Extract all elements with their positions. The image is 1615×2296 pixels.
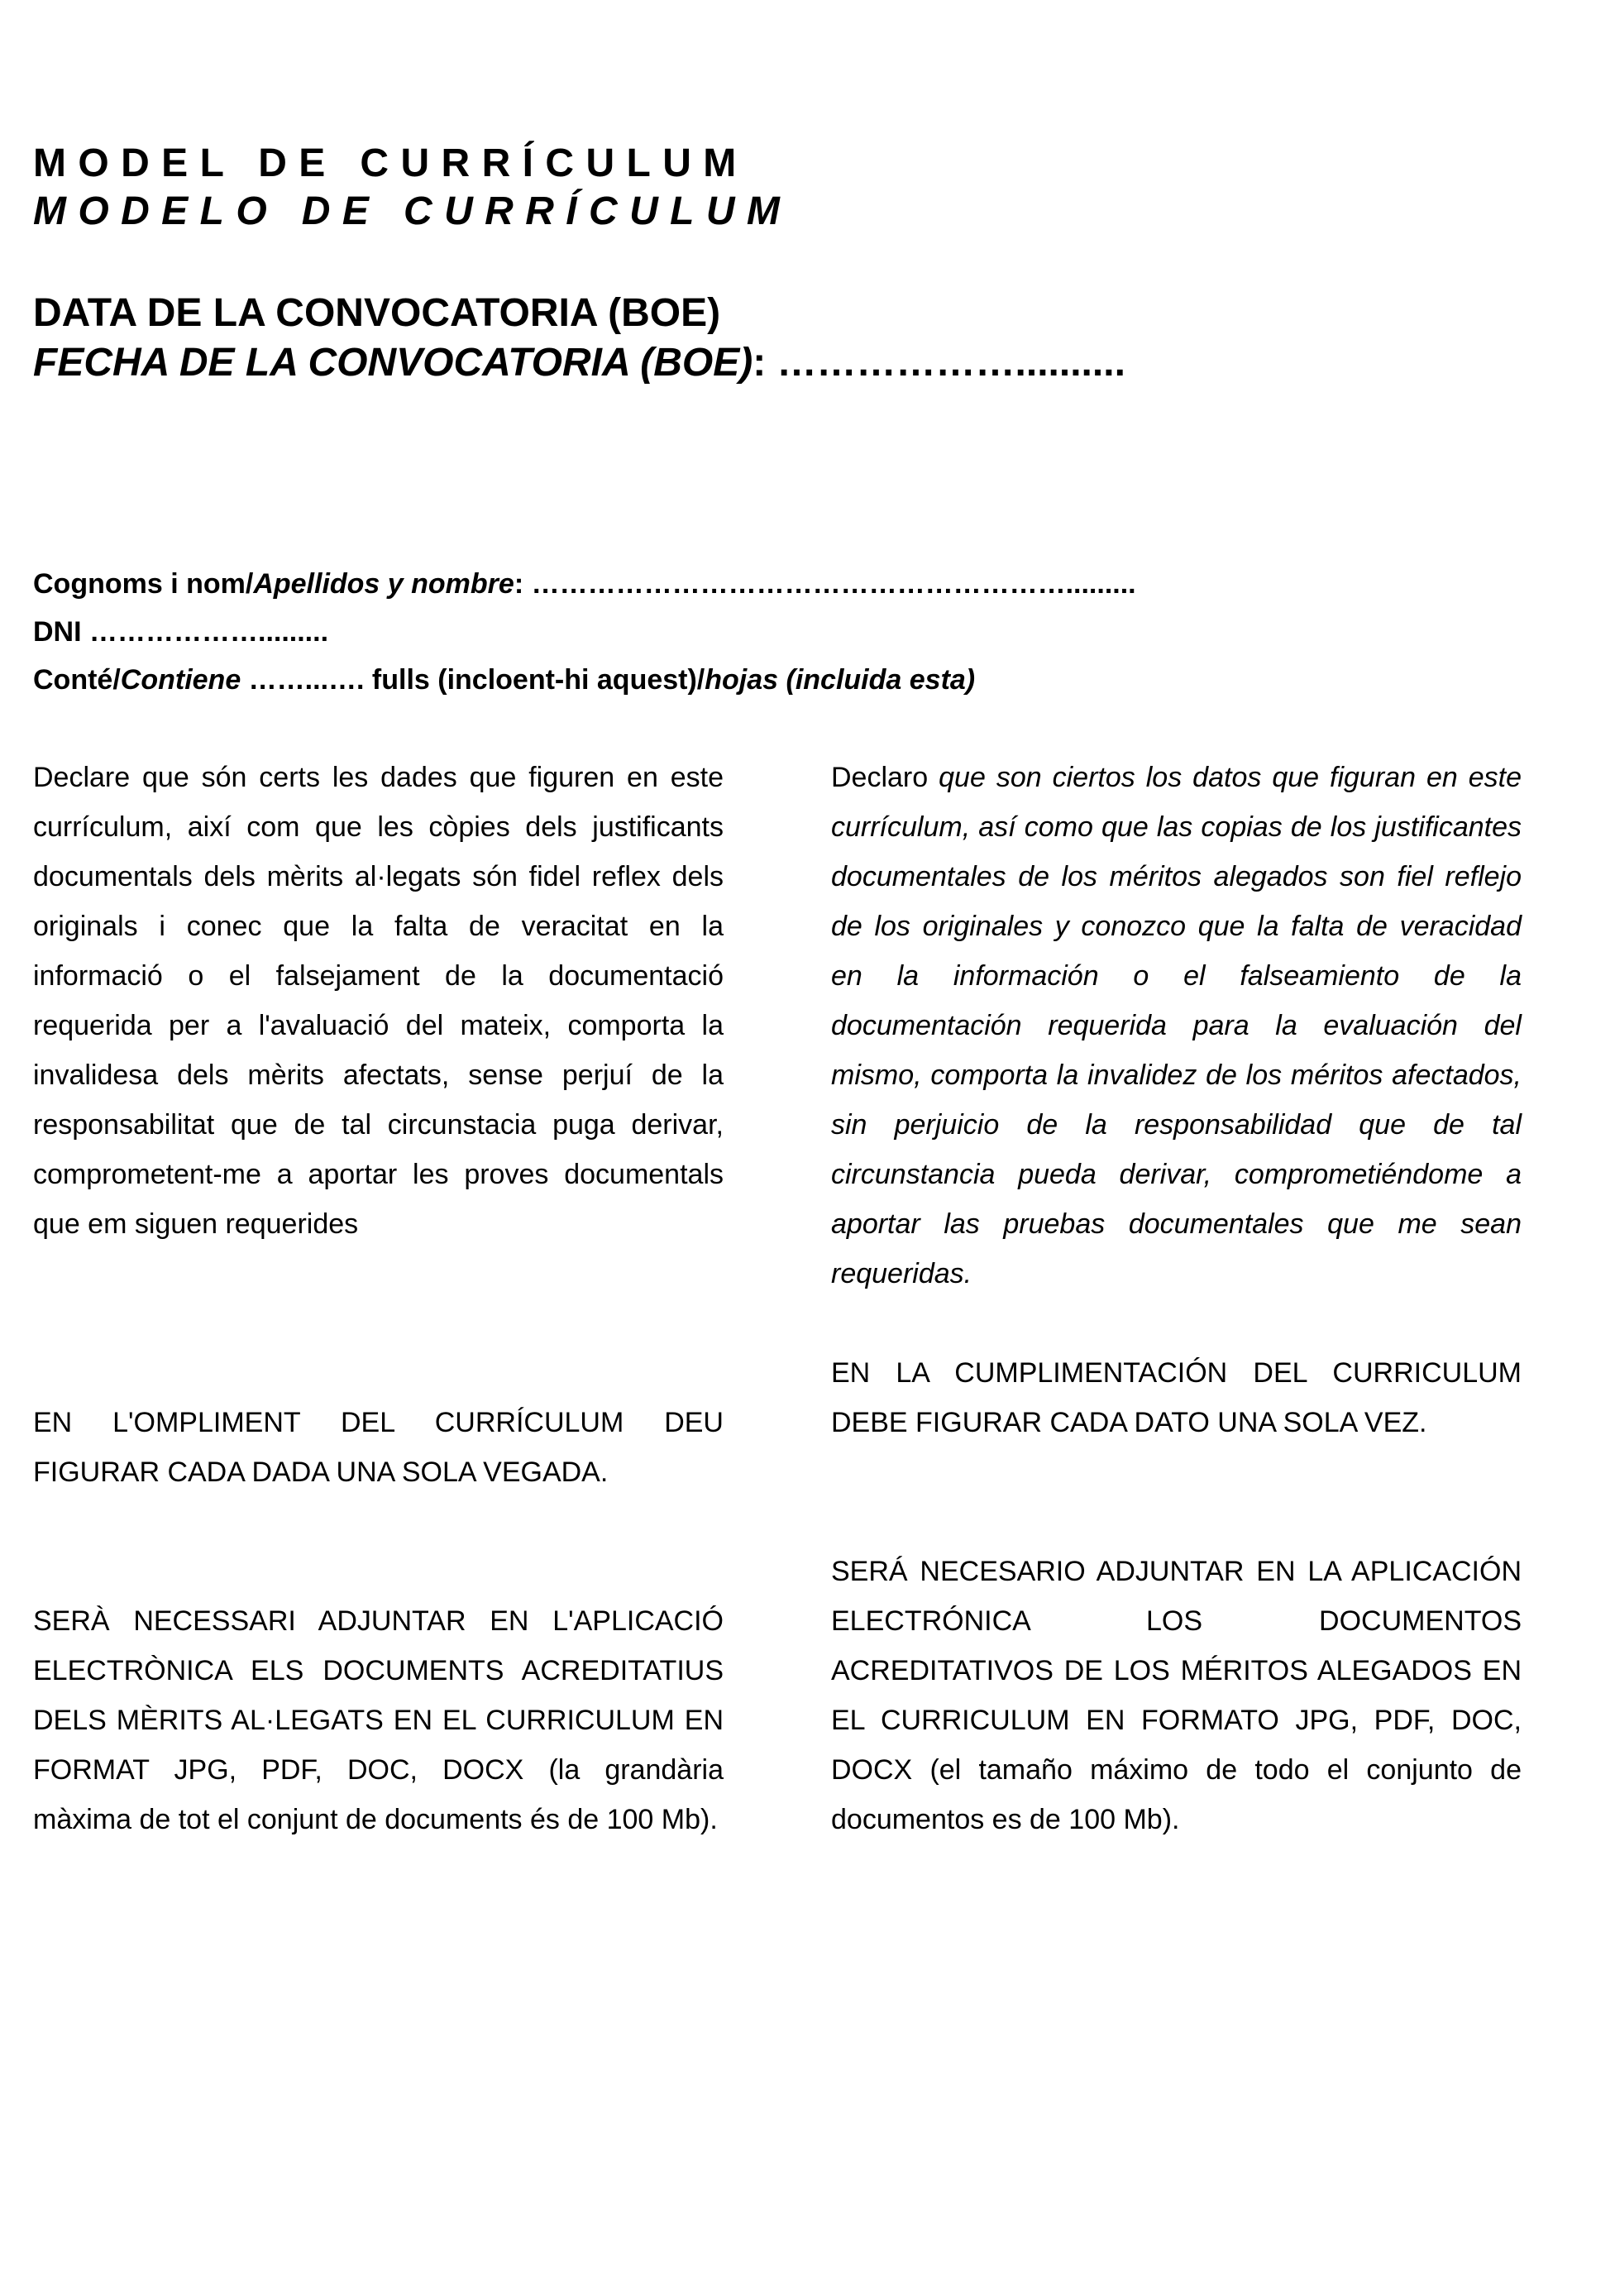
sheets-label-spanish: Contiene [120, 664, 241, 696]
declaration-spanish-first-word: Declaro [831, 762, 929, 793]
dni-value: ………………......... [89, 616, 329, 648]
name-field [33, 561, 1136, 607]
sheets-field [33, 657, 975, 703]
notice-once-spanish-text: EN LA CUMPLIMENTACIÓN DEL CURRICULUM DEBE FIGURAR CADA DATO UNA SOLA VEZ. [831, 1357, 1522, 1438]
sheets-label-catalan: Conté/ [33, 664, 121, 696]
name-label-catalan: Cognoms i nom/ [33, 568, 254, 600]
dni-field [33, 609, 328, 655]
date-colon: : [753, 341, 767, 385]
declaration-catalan [33, 753, 724, 1249]
name-value: : …………………………………………………......... [514, 568, 1136, 600]
sheets-suffix-spanish: hojas (incluida esta) [705, 664, 976, 696]
declaration-catalan-text: Declare que són certs les dades que figuren en este currículum, així com que les còpies dels justificants documentals dels mèrits al·legats són fidel reflex dels originals i conec que la falta de veracitat en la informació o el falsejament de la documentació requerida per a l'avaluació del mateix, comporta la invalidesa dels mèrits afectats, sense perjuí de la responsabilitat que de tal circunstacia puga derivar, comprometent-me a aportar les proves documentals que em siguen requerides [33, 762, 724, 1240]
title-spanish: MODELO DE CURRÍCULUM [33, 189, 792, 233]
declaration-spanish [831, 753, 1522, 1299]
notice-once-catalan-text: EN L'OMPLIMENT DEL CURRÍCULUM DEU FIGURAR CADA DADA UNA SOLA VEGADA. [33, 1407, 724, 1488]
date-label-catalan: DATA DE LA CONVOCATORIA (BOE) [33, 291, 721, 335]
notice-attach-spanish-text: SERÁ NECESARIO ADJUNTAR EN LA APLICACIÓN ELECTRÓNICA LOS DOCUMENTOS ACREDITATIVOS DE LOS MÉRITOS ALEGADOS EN EL CURRICULUM EN FORMATO JPG, PDF, DOC, DOCX (el tamaño máximo de todo el conjunto de documentos es de 100 Mb). [831, 1556, 1522, 1835]
sheets-value: ……...…. fulls (incloent-hi aquest)/ [241, 664, 705, 696]
dni-label: DNI [33, 616, 89, 648]
declaration-spanish-text [831, 753, 1522, 1299]
date-line [33, 339, 1125, 387]
date-label-spanish: FECHA DE LA CONVOCATORIA (BOE) [33, 341, 753, 385]
notice-attach-catalan [33, 1596, 724, 1844]
notice-once-catalan [33, 1398, 724, 1497]
notice-attach-catalan-text: SERÀ NECESSARI ADJUNTAR EN L'APLICACIÓ ELECTRÒNICA ELS DOCUMENTS ACREDITATIUS DELS MÈRITS AL·LEGATS EN EL CURRICULUM EN FORMAT JPG, PDF, DOC, DOCX (la grandària màxima de tot el conjunt de documents és de 100 Mb). [33, 1605, 724, 1835]
notice-attach-spanish [831, 1547, 1522, 1844]
declaration-spanish-rest: que son ciertos los datos que figuran en este currículum, así como que las copias de los justificantes documentales de los méritos alegados son fiel reflejo de los originales y conozco que la falta de veracidad en la información o el falseamiento de la documentación requerida para la evaluación del mismo, comporta la invalidez de los méritos afectados, sin perjuicio de la responsabilidad que de tal circunstancia pueda derivar, comprometiéndome a aportar las pruebas documentales que me sean requeridas. [831, 762, 1522, 1289]
name-label-spanish: Apellidos y nombre [253, 568, 514, 600]
notice-once-spanish [831, 1348, 1522, 1447]
date-value: ……………….......... [766, 341, 1125, 385]
title-catalan: MODEL DE CURRÍCULUM [33, 141, 748, 185]
